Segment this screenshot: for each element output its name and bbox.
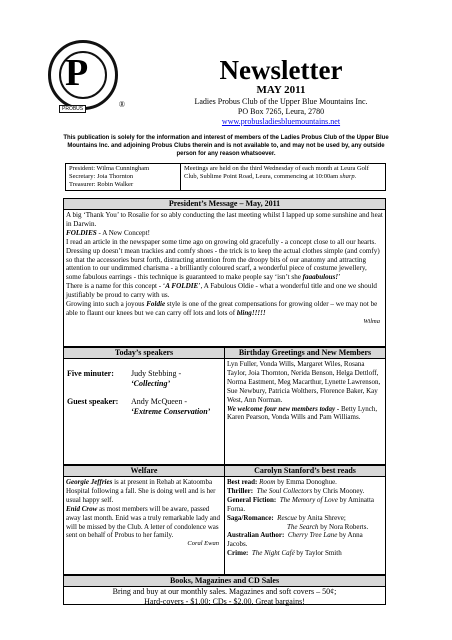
officers-table xyxy=(65,163,386,191)
books-heading: Books, Magazines and CD Sales xyxy=(64,576,385,587)
birthday-greetings xyxy=(225,348,385,464)
presidents-message xyxy=(63,198,386,347)
welfare-section: Welfare Georgie Jeffries is at present in Rehab at Katoomba Hospital following a fall. She is doing well and is her usual happy self. Enid Crow as most members will be aware, passed away last month. Enid was a truly remarkable lady and will be missed by the Club. A letter of condolence was sent on behalf of Probus to her family. Coral Ewan xyxy=(64,466,225,574)
newsletter-title: Newsletter xyxy=(219,55,343,85)
new-members-welcome: We welcome four new members today - xyxy=(227,404,340,413)
presidents-signature: Wilma xyxy=(363,317,380,325)
officers-list xyxy=(66,164,180,190)
presidents-message-body: A big ‘Thank You’ to Rosalie for so ably conducting the last meeting whilst I lapped up some sunshine and heat in Darwin. FOLDIES - A New Concept! I read an article in the newspaper some time ago on growing old gracefully - a concept close to all our hearts. Dressing up doesn’t mean trackies and comfy shoes - the trick is to keep the actual clothes simple (and comfy) so that the accessories burst forth, distracting attention from the droopy bits of our anatomy and attracting attention to our undimmed charisma - a brilliantly coloured scarf, a wonderful piece of costume jewellery, some fabulous earrings - this technique is guaranteed to make people say ‘isn’t she faaabulous!’ There is a name for this concept - ‘A FOLDIE’, A Fabulous Oldie - what a wonderful title and one we should justifiably be proud to carry with us. Growing into such a joyous Foldie style is one of the great compensations for growing older – we may not be able to flaunt our knees but we can carry off lots and lots of bling!!!!! Wilma xyxy=(66,211,383,325)
best-reads-heading: Carolyn Stanford’s best reads xyxy=(225,466,385,477)
presidents-message-heading: President’s Message – May, 2011 xyxy=(64,199,385,210)
birthdays-heading: Birthday Greetings and New Members xyxy=(225,348,385,359)
books-line-1: Bring and buy at our monthly sales. Magazines and soft covers – 50¢; xyxy=(112,587,337,596)
welfare-signature: Coral Ewan xyxy=(187,540,219,548)
logo-registered-mark: ® xyxy=(118,100,125,109)
meeting-info: Meetings are held on the third Wednesday of each month at Leura Golf Club, Sublime Point Road, Leura, commencing at 10:00am sharp. xyxy=(180,164,385,190)
po-box: PO Box 7265, Leura, 2780 xyxy=(237,107,325,116)
best-read-item: Australian Author: Cherry Tree Lane by Anna Jacobs. xyxy=(227,531,363,549)
speakers-heading: Today’s speakers xyxy=(64,348,224,359)
website-link[interactable]: www.probusladiesbluemountains.net xyxy=(221,117,341,126)
treasurer: Treasurer: Robin Walker xyxy=(69,181,134,188)
president: President: Wilma Cunningham xyxy=(69,165,150,172)
best-reads-section xyxy=(225,466,385,574)
guest-speaker: Guest speaker: Andy McQueen - ‘Extreme Conservation’ xyxy=(67,397,211,416)
logo-tag: PROBUS xyxy=(59,105,86,113)
best-read-item: The Search by Nora Roberts. xyxy=(287,522,369,531)
speakers-birthdays-row xyxy=(63,347,386,465)
logo-letter: P xyxy=(65,52,89,94)
secretary: Secretary: Joia Thornton xyxy=(69,173,134,180)
issue-month: MAY 2011 xyxy=(256,84,306,96)
new-members-names: Betty Lynch, Karen Pearson, Vonda Wills and Pam Williams. xyxy=(227,404,378,422)
five-minuter: Five minuter: Judy Stebbing - ‘Collecting’ xyxy=(67,369,182,388)
meeting-sharp: sharp. xyxy=(339,173,357,180)
todays-speakers xyxy=(64,348,225,464)
best-read-item: Saga/Romance: Rescue by Anita Shreve; xyxy=(227,513,346,522)
best-read-item: General Fiction: The Memory of Love by Aminatta Forna. xyxy=(227,495,374,513)
welfare-reads-row xyxy=(63,465,386,575)
welfare-heading: Welfare xyxy=(64,466,224,477)
best-read-item: Thriller: The Soul Collectors by Chris Mooney. xyxy=(227,486,365,495)
club-address xyxy=(0,97,452,127)
club-name: Ladies Probus Club of the Upper Blue Mountains Inc. xyxy=(194,97,368,106)
disclaimer-notice: This publication is solely for the information and interest of members of the Ladies Probus Club of the Upper Blue Mountains Inc. and adjoining Probus Clubs therein and is not available to, and may not be used by, any outside person for any reason whatsoever. xyxy=(63,135,389,157)
best-read-item: Best read: Room by Emma Donoghue. xyxy=(227,478,337,486)
best-read-item: Crime: The Night Café by Taylor Smith xyxy=(227,549,342,558)
books-line-2: Hard-covers - $1.00; CDs - $2.00. Great bargains! xyxy=(144,597,305,606)
birthday-names: Lyn Fuller, Vonda Wills, Margaret Wiles, Rosana Taylor, Joia Thornton, Nerida Benson, Helga Dettloff, Norma Eastment, Meg Macarthur, Lynette Lawrenson, Sue Newbury, Patricia Wolthers, Florence Baker, Kay West, Ann Norman. xyxy=(227,360,381,404)
books-sales xyxy=(63,575,386,605)
